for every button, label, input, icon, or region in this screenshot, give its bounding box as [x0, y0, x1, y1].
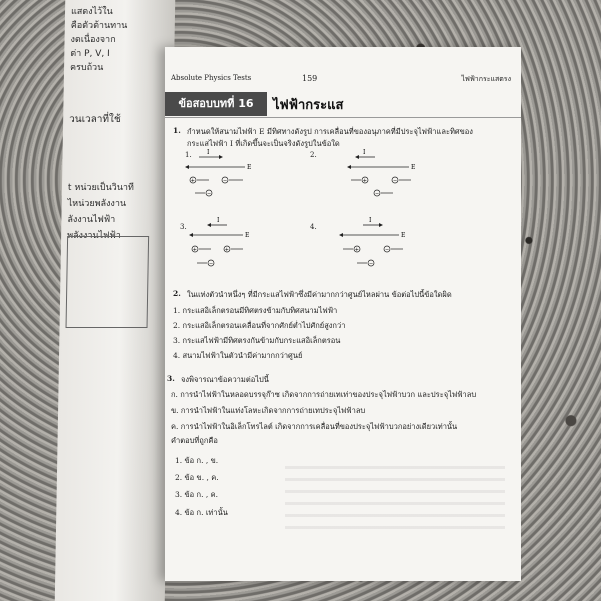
question-3-number: 3.: [167, 374, 175, 383]
question-3-option-1[interactable]: 1. ข้อ ก. , ข.: [175, 456, 219, 465]
question-3-stem: จงพิจารณาข้อความต่อไปนี้: [181, 375, 269, 384]
question-3-option-3[interactable]: 3. ข้อ ก. , ค.: [175, 490, 219, 499]
arrowhead: [347, 165, 351, 169]
choice-3-diagram: [187, 217, 277, 277]
field-symbol: E: [247, 164, 252, 171]
question-3-statement-a: ก. การนำไฟฟ้าในหลอดบรรจุก๊าซ เกิดจากการถ่ายเทเท่าของประจุไฟฟ้าบวก และประจุไฟฟ้าลบ: [171, 390, 477, 399]
choice-1-label: 1.: [185, 151, 192, 159]
question-2-stem: ในแท่งตัวนำหนึ่งๆ ที่มีกระแสไฟฟ้าซึ่งมีค่ามากกว่าศูนย์ไหลผ่าน ข้อต่อไปนี้ข้อใดผิด: [187, 290, 452, 299]
question-3-prompt: คำตอบที่ถูกคือ: [171, 436, 218, 445]
current-symbol: I: [363, 149, 366, 156]
question-3-statement-b: ข. การนำไฟฟ้าในแท่งโลหะเกิดจากการถ่ายเทประจุไฟฟ้าลบ: [171, 406, 366, 415]
previous-page-line: ไหน่วยพลังงาน: [67, 199, 127, 209]
question-1-number: 1.: [173, 126, 181, 135]
arrowhead: [219, 155, 223, 159]
plus-sign: +: [354, 247, 360, 253]
choice-4-label: 4.: [310, 223, 317, 231]
previous-page-line: พลังงานไฟฟ้า: [67, 231, 121, 241]
question-1-line-1: กำหนดให้สนามไฟฟ้า E มีทิศทางดังรูป การเคลื่อนที่ของอนุภาคที่มีประจุไฟฟ้าและทิศของ: [187, 127, 473, 136]
choice-1-diagram: [185, 147, 275, 207]
minus-sign: −: [393, 178, 398, 184]
question-3-option-2[interactable]: 2. ข้อ ข. , ค.: [175, 473, 219, 482]
section-title: ไฟฟ้ากระแส: [273, 98, 344, 113]
plus-sign: +: [192, 247, 198, 253]
previous-page-line: วนเวลาที่ใช้: [69, 114, 121, 125]
minus-sign: −: [385, 247, 390, 253]
field-symbol: E: [401, 232, 406, 239]
previous-page-line: ต่า P, V, I: [70, 49, 110, 59]
arrowhead: [189, 233, 193, 237]
field-symbol: E: [411, 164, 416, 171]
question-1-line-2: กระแสไฟฟ้า I ที่เกิดขึ้นจะเป็นจริงดังรูปในข้อใด: [187, 139, 340, 148]
previous-page: [55, 0, 175, 601]
current-symbol: I: [217, 217, 220, 224]
choice-3-label: 3.: [180, 223, 187, 231]
previous-page-line: t หน่วยเป็นวินาที: [67, 183, 134, 193]
choice-2-diagram: [315, 147, 425, 207]
arrowhead: [185, 165, 189, 169]
question-2-number: 2.: [173, 289, 181, 298]
question-2-option-2[interactable]: 2. กระแสอิเล็กตรอนเคลื่อนที่จากศักย์ต่ำไปศักย์สูงกว่า: [173, 321, 346, 330]
question-2-option-3[interactable]: 3. กระแสไฟฟ้ามีทิศตรงกันข้ามกับกระแสอิเล็กตรอน: [173, 336, 341, 345]
choice-4-diagram: [315, 217, 425, 277]
arrowhead: [339, 233, 343, 237]
page-number: 159: [302, 74, 318, 83]
minus-sign: −: [209, 261, 214, 267]
minus-sign: −: [223, 178, 228, 184]
previous-page-figure: [66, 236, 150, 328]
chapter-title: ไฟฟ้ากระแสตรง: [461, 75, 511, 83]
book-title: Absolute Physics Tests: [171, 74, 252, 82]
question-2-option-4[interactable]: 4. สนามไฟฟ้าในตัวนำมีค่ามากกว่าศูนย์: [173, 351, 303, 360]
previous-page-line: คือตัวต้านทาน: [70, 21, 128, 31]
arrowhead: [355, 155, 359, 159]
question-3-option-4[interactable]: 4. ข้อ ก. เท่านั้น: [175, 508, 228, 517]
current-symbol: I: [369, 217, 372, 224]
question-2-option-1[interactable]: 1. กระแสอิเล็กตรอนมีทิศตรงข้ามกับทิศสนามไฟฟ้า: [173, 306, 338, 315]
field-symbol: E: [245, 232, 250, 239]
book-page: [165, 47, 521, 581]
minus-sign: −: [375, 191, 380, 197]
plus-sign: +: [224, 247, 230, 253]
plus-sign: +: [190, 178, 196, 184]
choice-2-label: 2.: [310, 151, 317, 159]
previous-page-line: ครบถ้วน: [69, 63, 104, 73]
section-tab: ข้อสอบบทที่ 16: [165, 92, 267, 116]
question-3-statement-c: ค. การนำไฟฟ้าในอิเล็กโทรไลต์ เกิดจากการเคลื่อนที่ของประจุไฟฟ้าบวกอย่างเดียวเท่านั้น: [171, 422, 458, 431]
running-header: [165, 72, 521, 86]
plus-sign: +: [362, 178, 368, 184]
minus-sign: −: [207, 191, 212, 197]
show-through-text: [285, 457, 505, 537]
section-title-bar: [165, 91, 521, 118]
arrowhead: [207, 223, 211, 227]
arrowhead: [379, 223, 383, 227]
previous-page-line: งดเนื่องจาก: [70, 35, 116, 45]
minus-sign: −: [369, 261, 374, 267]
previous-page-line: ลังงานไฟฟ้า: [67, 215, 116, 225]
previous-page-line: แสดงไว้ใน: [70, 7, 113, 17]
current-symbol: I: [207, 149, 210, 156]
